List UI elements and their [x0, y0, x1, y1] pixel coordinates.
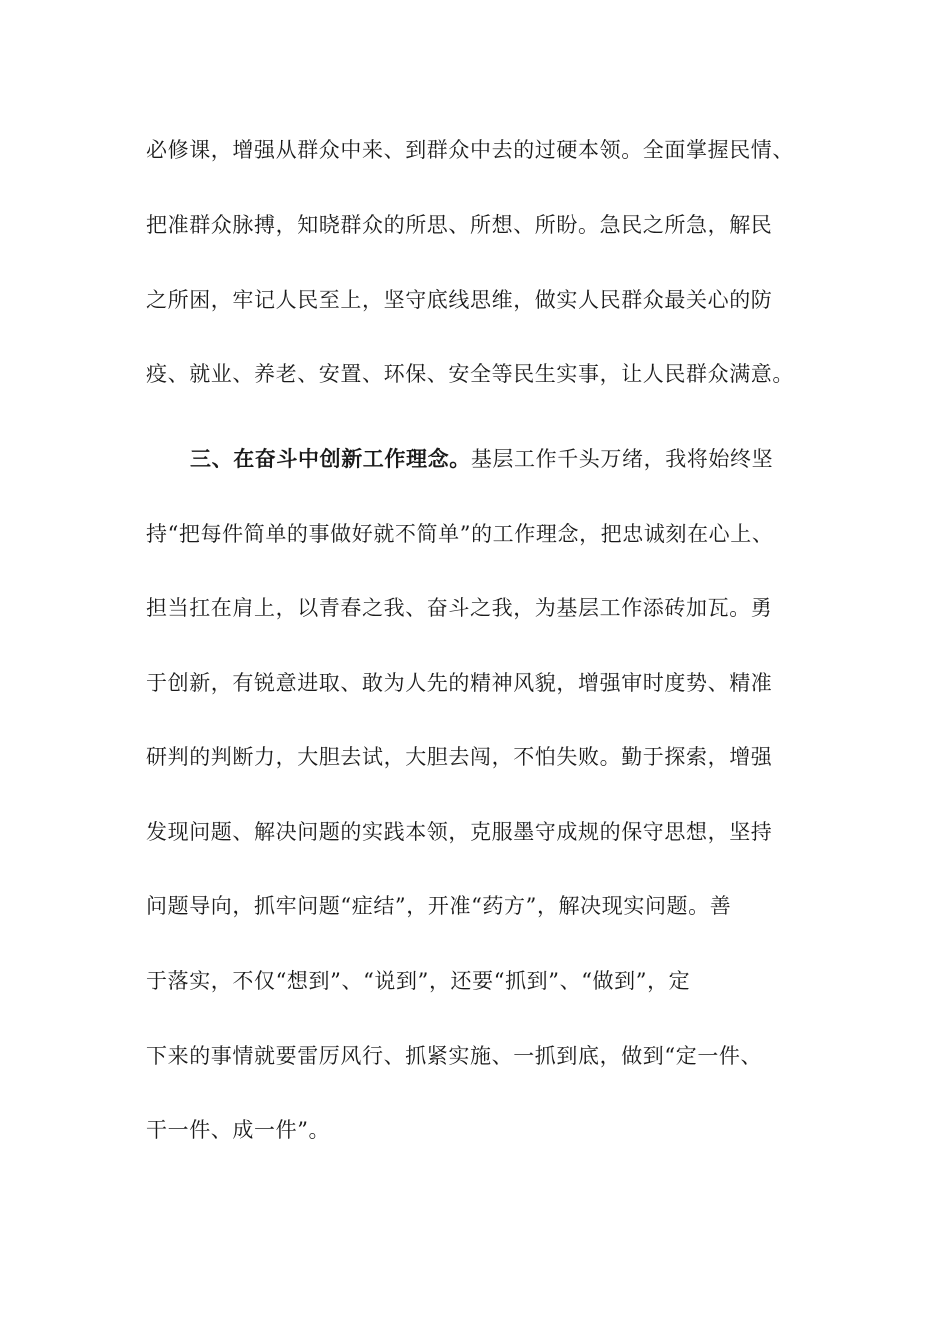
- section-first-line: [190, 444, 806, 474]
- text-line: 于创新，有锐意进取、敢为人先的精神风貌，增强审时度势、精准: [146, 671, 773, 695]
- text-line: 疫、就业、养老、安置、环保、安全等民生实事，让人民群众满意。: [146, 362, 794, 386]
- text-line: 下来的事情就要雷厉风行、抓紧实施、一抓到底，做到“定一件、: [146, 1044, 763, 1068]
- text-line: 担当扛在肩上，以青春之我、奋斗之我，为基层工作添砖加瓦。勇: [146, 596, 773, 620]
- text-line: 研判的判断力，大胆去试，大胆去闯，不怕失败。勤于探索，增强: [146, 745, 773, 769]
- text-line: 持“把每件简单的事做好就不简单”的工作理念，把忠诚刻在心上、: [146, 522, 774, 546]
- text-line: 必修课，增强从群众中来、到群众中去的过硬本领。全面掌握民情、: [146, 138, 794, 162]
- section-first-line-text: 基层工作千头万绪，我将始终坚: [470, 447, 774, 471]
- text-line: 发现问题、解决问题的实践本领，克服墨守成规的保守思想，坚持: [146, 820, 773, 844]
- text-line: 于落实，不仅“想到”、“说到”，还要“抓到”、“做到”，定: [146, 969, 691, 993]
- text-line: 把准群众脉搏，知晓群众的所思、所想、所盼。急民之所急，解民: [146, 213, 773, 237]
- text-line: 之所困，牢记人民至上，坚守底线思维，做实人民群众最关心的防: [146, 288, 773, 312]
- text-line: 问题导向，抓牢问题“症结”，开准“药方”，解决现实问题。善: [146, 894, 732, 918]
- text-line: 干一件、成一件”。: [146, 1118, 331, 1142]
- section-heading: 三、在奋斗中创新工作理念。: [190, 446, 471, 471]
